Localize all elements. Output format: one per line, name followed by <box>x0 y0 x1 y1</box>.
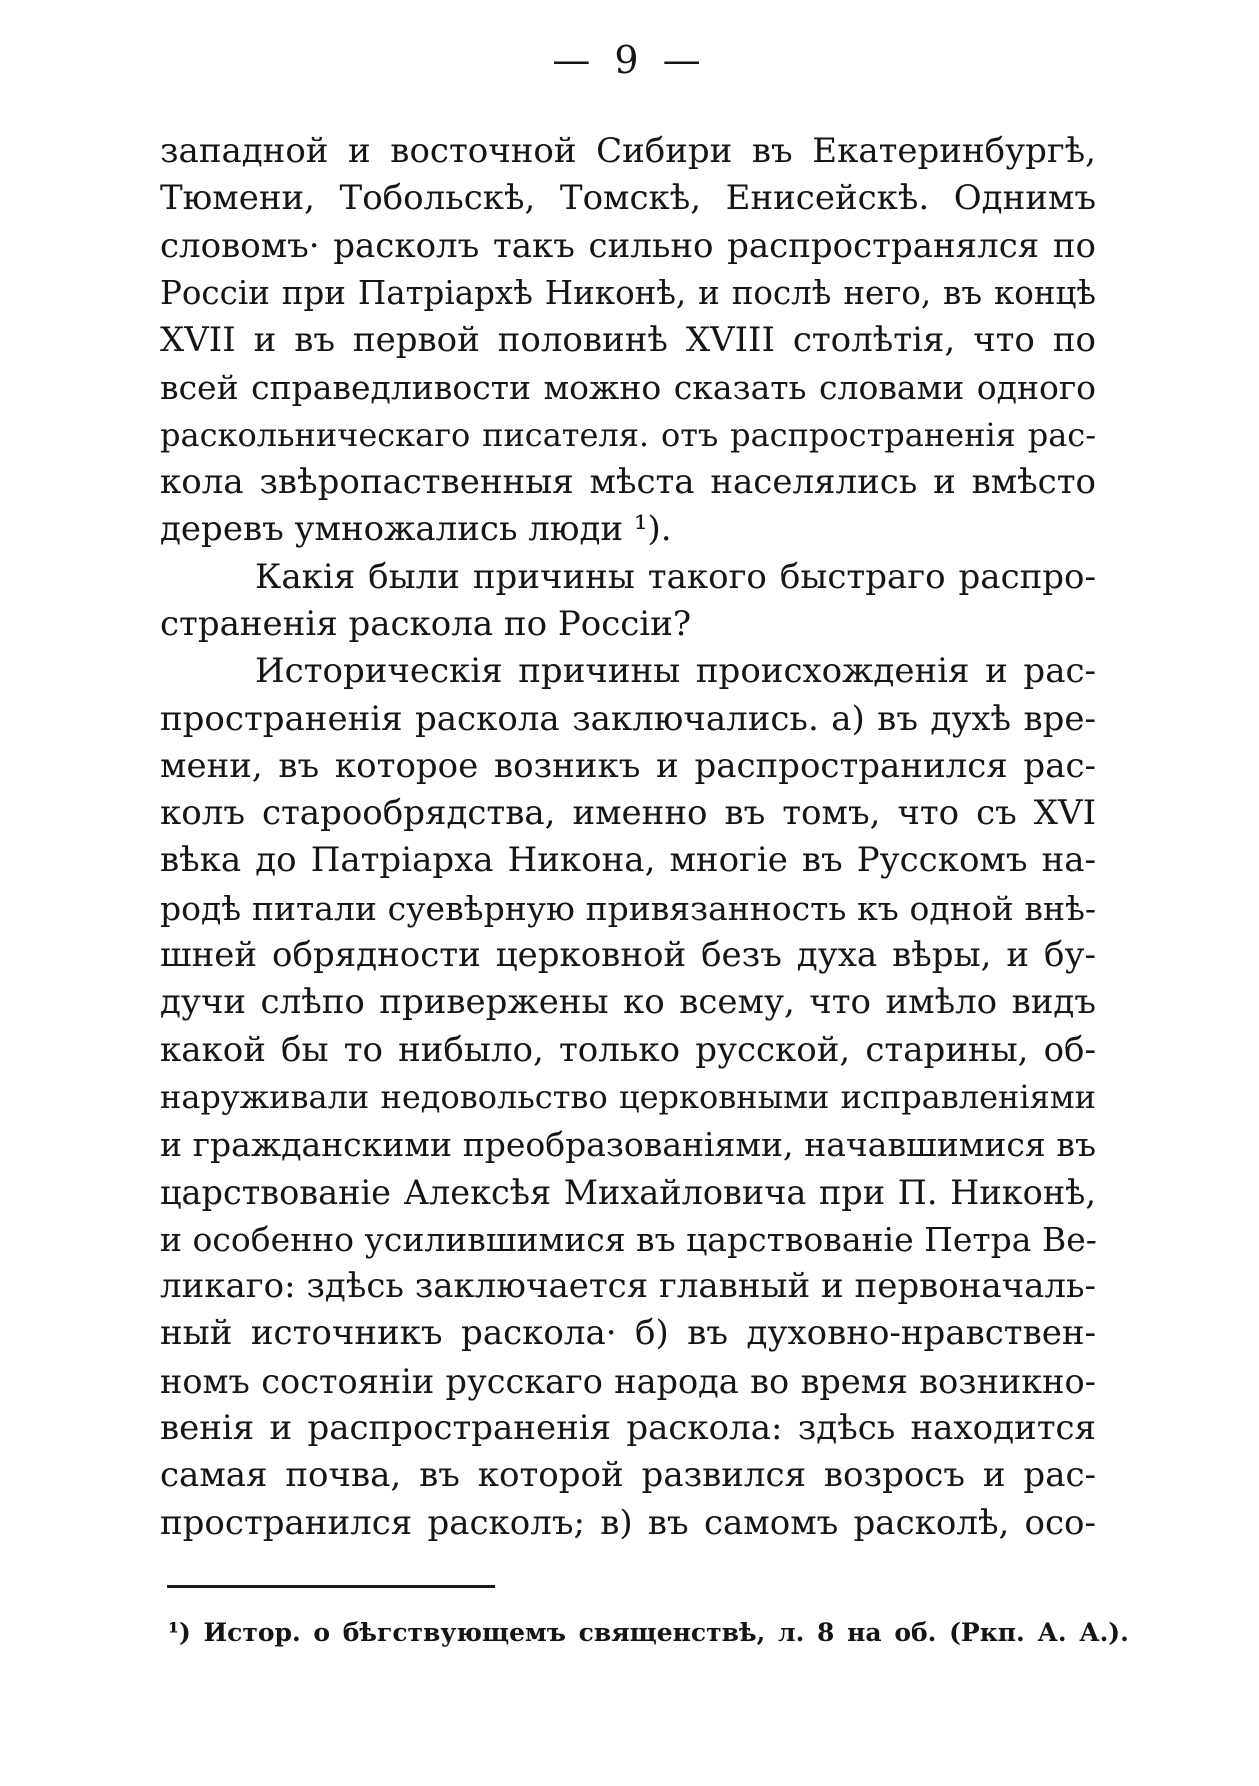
text-line: XVII и въ первой половинѣ XVIII столѣтія, что по <box>160 320 1096 361</box>
text-line: и особенно усилившимися въ царствованіе Петра Ве- <box>160 1219 1097 1259</box>
text-line: мени, въ которое возникъ и распространился рас- <box>160 745 1096 786</box>
text-line: кола звѣропаственныя мѣста населялись и вмѣсто <box>160 462 1096 503</box>
paragraph-1 <box>160 128 1096 554</box>
text-line: родѣ питали суевѣрную привязанность къ одной внѣ- <box>160 888 1096 928</box>
text-line: какой бы то нибыло, только русской, старины, об- <box>160 1029 1096 1070</box>
page-number: — 9 — <box>552 38 707 82</box>
text-line: ный источникъ раскола· б) въ духовно-нравствен- <box>160 1313 1096 1354</box>
text-line: пространенія раскола заключались. а) въ духѣ вре- <box>160 698 1096 739</box>
text-line: Какія были причины такого быстраго распро- <box>255 556 1096 597</box>
text-line: венія и распространенія раскола: здѣсь находится <box>160 1408 1096 1449</box>
text-line: раскольническаго писателя. отъ распространенія рас- <box>160 415 1096 454</box>
text-line: западной и восточной Сибири въ Екатеринбургѣ, <box>160 131 1096 171</box>
text-line: Историческія причины происхожденія и рас- <box>255 651 1096 692</box>
text-line: колъ старообрядства, именно въ томъ, что съ XVI <box>160 793 1096 834</box>
text-line: и гражданскими преобразованіями, начавшимися въ <box>160 1125 1096 1165</box>
text-line: вѣка до Патріарха Никона, многіе въ Русскомъ на- <box>160 840 1096 881</box>
text-line: страненія раскола по Россіи? <box>160 603 692 644</box>
text-line: наруживали недовольство церковными исправленіями <box>160 1077 1096 1116</box>
text-line: пространился расколъ; в) въ самомъ расколѣ, осо- <box>160 1502 1096 1543</box>
text-line: самая почва, въ которой развился возросъ и рас- <box>160 1455 1096 1496</box>
footnote: ¹) Истор. о бѣгствующемъ священствѣ, л. 8 на об. (Ркп. А. А.). <box>168 1618 1129 1647</box>
text-line: царствованіе Алексѣя Михайловича при П. Никонѣ, <box>160 1172 1096 1212</box>
text-line: Россіи при Патріархѣ Никонѣ, и послѣ него, въ концѣ <box>160 273 1096 312</box>
text-line: словомъ· расколъ такъ сильно распространялся по <box>160 225 1096 266</box>
footnote-separator <box>167 1585 495 1588</box>
text-line: шней обрядности церковной безъ духа вѣры, и бу- <box>160 935 1096 976</box>
text-line: деревъ умножались люди ¹). <box>160 509 672 550</box>
text-line: дучи слѣпо привержены ко всему, что имѣло видъ <box>160 982 1096 1023</box>
text-line: всей справедливости можно сказать словами одного <box>160 368 1096 408</box>
paragraph-2 <box>160 554 1096 649</box>
body-text <box>160 128 1096 1547</box>
text-line: Тюмени, Тобольскѣ, Томскѣ, Енисейскѣ. Однимъ <box>160 178 1096 219</box>
text-line: ликаго: здѣсь заключается главный и первоначаль- <box>160 1266 1096 1307</box>
paragraph-3 <box>160 648 1096 1547</box>
text-line: номъ состояніи русскаго народа во время возникно- <box>160 1361 1096 1401</box>
